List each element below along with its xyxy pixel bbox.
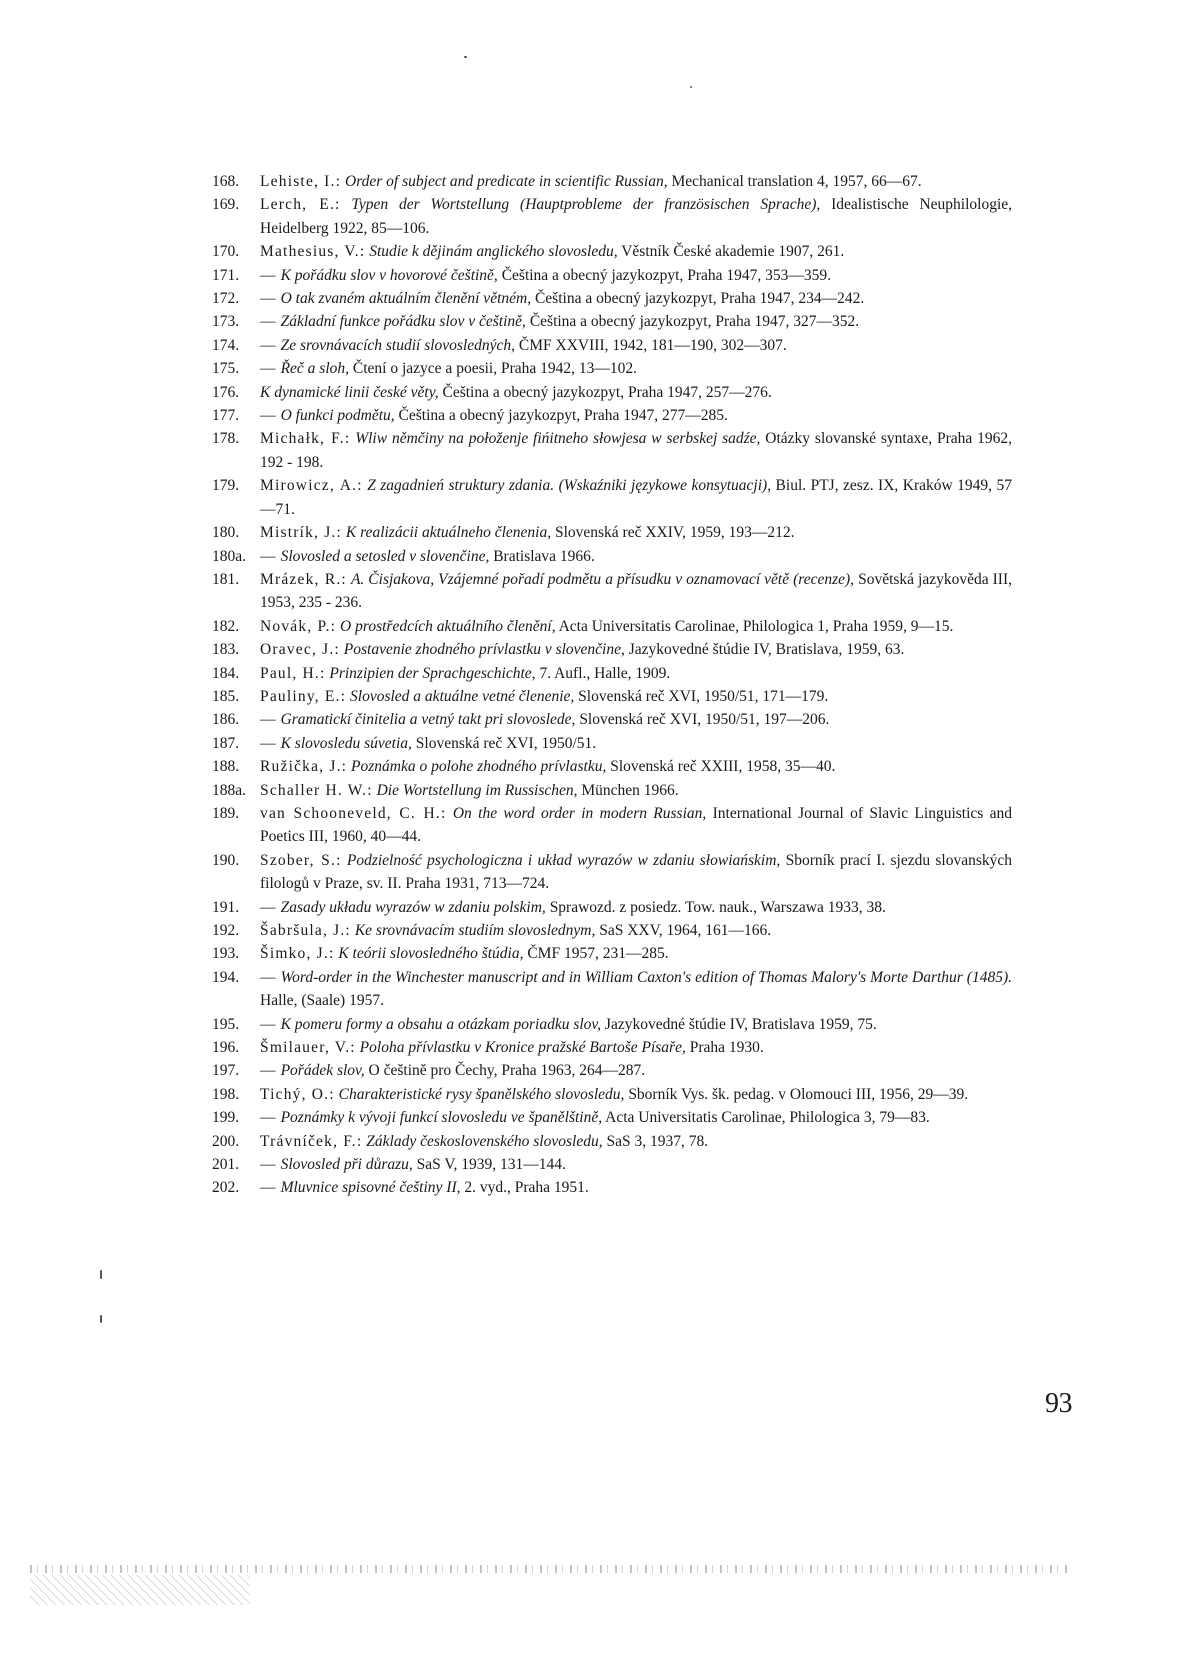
entry-author: — xyxy=(260,1109,277,1127)
entry-text xyxy=(260,896,1012,919)
entry-publication: Jazykovedné štúdie IV, Bratislava 1959, 75. xyxy=(604,1015,877,1033)
entry-number: 180a. xyxy=(212,547,247,565)
entry-text xyxy=(260,264,1012,287)
entry-number: 181. xyxy=(212,570,240,588)
entry-number: 201. xyxy=(212,1156,240,1174)
entry-text xyxy=(260,615,1012,638)
entry-title: Podzielność psychologiczna i układ wyrazów w zdaniu słowiańskim, xyxy=(346,851,781,869)
entry-publication: Praha 1930. xyxy=(689,1039,764,1057)
entry-title: Pořádek slov, xyxy=(280,1062,365,1080)
entry-publication: Čeština a obecný jazykozpyt, Praha 1947, 234—242. xyxy=(534,290,865,308)
bibliography-entry xyxy=(212,357,1012,380)
entry-text xyxy=(260,287,1012,310)
bibliography-entry xyxy=(212,1059,1012,1082)
entry-publication: München 1966. xyxy=(581,781,679,799)
entry-number: 173. xyxy=(212,313,240,331)
entry-publication: ČMF XXVIII, 1942, 181—190, 302—307. xyxy=(518,336,787,354)
entry-text xyxy=(260,1153,1012,1176)
entry-number: 179. xyxy=(212,477,240,495)
entry-author: — xyxy=(260,360,277,378)
entry-author: Lerch, E.: xyxy=(260,196,341,214)
entry-number: 195. xyxy=(212,1015,240,1033)
entry-publication: Otázky slovanské syntaxe, Praha 1962, 192 - 198. xyxy=(260,430,1013,471)
bibliography-entry xyxy=(212,334,1012,357)
entry-title: Ze srovnávacích studií slovosledných, xyxy=(280,336,516,354)
entry-author: — xyxy=(260,734,277,752)
entry-text xyxy=(260,755,1012,778)
entry-text xyxy=(260,427,1012,474)
entry-text xyxy=(260,802,1012,849)
entry-publication: Sborník prací I. sjezdu slovanských filologů v Praze, sv. II. Praha 1931, 713—724. xyxy=(260,851,1012,893)
bibliography-entry xyxy=(212,755,1012,778)
bibliography-entry xyxy=(212,732,1012,755)
entry-number: 202. xyxy=(212,1179,240,1197)
entry-title: O tak zvaném aktuálním členění větném, xyxy=(280,290,532,308)
entry-title: Wliw němčiny na połoženje fińitneho słowjesa w serbskej sadźe, xyxy=(355,430,761,448)
entry-text xyxy=(260,638,1012,661)
entry-text xyxy=(260,1013,1012,1036)
entry-author: — xyxy=(260,711,277,729)
entry-text xyxy=(260,1083,1012,1106)
entry-title: Základy československého slovosledu, xyxy=(366,1132,603,1150)
entry-publication: 2. vyd., Praha 1951. xyxy=(464,1179,589,1197)
entry-author: Trávníček, F.: xyxy=(260,1132,363,1150)
bibliography-list xyxy=(212,170,1012,1200)
entry-number: 175. xyxy=(212,360,240,378)
scan-speck xyxy=(690,86,692,88)
entry-title: Ke srovnávacím studiím slovoslednym, xyxy=(354,922,596,939)
entry-title: Slovosled a setosled v slovenčine, xyxy=(280,547,490,565)
entry-publication: Slovenská reč XVI, 1950/51, 171—179. xyxy=(578,687,829,705)
bibliography-entry xyxy=(212,615,1012,638)
entry-title: O prostředcích aktuálního členění, xyxy=(340,617,556,635)
entry-publication: SaS XXV, 1964, 161—166. xyxy=(599,922,772,939)
bibliography-entry xyxy=(212,779,1012,802)
entry-text xyxy=(260,1059,1012,1082)
entry-title: Postavenie zhodného prívlastku v slovenčine, xyxy=(343,641,625,659)
entry-publication: Slovenská reč XVI, 1950/51. xyxy=(415,734,597,752)
bibliography-entry xyxy=(212,662,1012,685)
entry-publication: Slovenská reč XXIV, 1959, 193—212. xyxy=(554,524,795,542)
entry-title: Mluvnice spisovné češtiny II, xyxy=(280,1179,461,1197)
entry-text xyxy=(260,381,1012,404)
entry-number: 196. xyxy=(212,1039,240,1057)
entry-author: — xyxy=(260,898,277,916)
bibliography-entry xyxy=(212,966,1012,1013)
entry-title: Slovosled a aktuálne vetné členenie, xyxy=(350,687,575,705)
entry-publication: Čeština a obecný jazykozpyt, Praha 1947, 327—352. xyxy=(529,313,860,331)
entry-author: — xyxy=(260,1156,277,1174)
entry-text xyxy=(260,170,1012,193)
entry-number: 178. xyxy=(212,430,240,448)
entry-number: 170. xyxy=(212,243,240,261)
entry-title: Prinzipien der Sprachgeschichte, xyxy=(329,664,536,682)
bibliography-entry xyxy=(212,170,1012,193)
entry-publication: Acta Universitatis Carolinae, Philologica 3, 79—83. xyxy=(605,1109,930,1127)
scan-noise xyxy=(30,1575,250,1605)
entry-text xyxy=(260,404,1012,427)
entry-author: Pauliny, E.: xyxy=(260,687,347,705)
entry-author: — xyxy=(260,407,277,425)
entry-title: A. Čisjakova, Vzájemné pořadí podmětu a přísudku v oznamovací větě (recenze), xyxy=(350,570,855,588)
entry-number: 198. xyxy=(212,1085,240,1103)
entry-number: 171. xyxy=(212,266,240,284)
entry-title: Z zagadnień struktury zdania. (Wskaźniki językowe konsytuacji), xyxy=(367,477,772,495)
entry-author: Šmilauer, V.: xyxy=(260,1039,356,1057)
entry-number: 193. xyxy=(212,945,240,963)
bibliography-entry xyxy=(212,1176,1012,1199)
entry-publication: Sovětská jazykověda III, 1953, 235 - 236. xyxy=(260,570,1012,612)
entry-publication: International Journal of Slavic Linguistics and Poetics III, 1960, 40—44. xyxy=(260,804,1013,846)
entry-publication: Slovenská reč XVI, 1950/51, 197—206. xyxy=(579,711,830,729)
entry-title: Poloha přívlastku v Kronice pražské Bartoše Písaře, xyxy=(359,1039,686,1057)
entry-text xyxy=(260,1176,1012,1199)
entry-title: Základní funkce pořádku slov v češtině, xyxy=(280,313,526,331)
bibliography-entry xyxy=(212,638,1012,661)
entry-text xyxy=(260,966,1012,1013)
entry-title: Zasady układu wyrazów w zdaniu polskim, xyxy=(280,898,546,916)
entry-number: 194. xyxy=(212,968,240,986)
entry-title: K dynamické linii české věty, xyxy=(260,383,439,401)
bibliography-entry xyxy=(212,1130,1012,1153)
entry-publication: Idealistische Neuphilologie, Heidelberg 1922, 85—106. xyxy=(260,196,1013,237)
entry-text xyxy=(260,334,1012,357)
bibliography-entry xyxy=(212,685,1012,708)
entry-text xyxy=(260,310,1012,333)
entry-publication: Sprawozd. z posiedz. Tow. nauk., Warszawa 1933, 38. xyxy=(549,898,886,916)
entry-title: O funkci podmětu, xyxy=(280,407,395,425)
entry-text xyxy=(260,1036,1012,1059)
entry-title: K pomeru formy a obsahu a otázkam poriadku slov, xyxy=(280,1015,602,1033)
entry-text xyxy=(260,1130,1012,1153)
entry-number: 184. xyxy=(212,664,240,682)
entry-author: — xyxy=(260,336,277,354)
entry-publication: ČMF 1957, 231—285. xyxy=(527,945,669,963)
bibliography-entry xyxy=(212,545,1012,568)
entry-author: Michałk, F.: xyxy=(260,430,351,448)
entry-publication: Jazykovedné štúdie IV, Bratislava, 1959, 63. xyxy=(628,641,905,659)
entry-text xyxy=(260,685,1012,708)
entry-text xyxy=(260,732,1012,755)
entry-author: — xyxy=(260,266,277,284)
entry-author: Mrázek, R.: xyxy=(260,570,347,588)
entry-text xyxy=(260,1106,1012,1129)
entry-number: 176. xyxy=(212,383,240,401)
entry-publication: Věstník České akademie 1907, 261. xyxy=(621,243,845,261)
entry-number: 189. xyxy=(212,804,240,822)
entry-title: Typen der Wortstellung (Hauptprobleme der französischen Sprache), xyxy=(351,196,821,214)
entry-title: K slovosledu súvetia, xyxy=(280,734,412,752)
entry-author: — xyxy=(260,1015,277,1033)
entry-author: — xyxy=(260,290,277,308)
entry-title: Word-order in the Winchester manuscript and in William Caxton's edition of Thomas Malory's Morte Darthur (1485). xyxy=(280,968,1012,986)
entry-author: — xyxy=(260,1179,277,1197)
bibliography-entry xyxy=(212,942,1012,965)
entry-text xyxy=(260,568,1012,615)
entry-number: 180. xyxy=(212,524,240,542)
entry-author: Mirowicz, A.: xyxy=(260,477,363,495)
entry-number: 177. xyxy=(212,407,240,425)
entry-number: 186. xyxy=(212,711,240,729)
bibliography-entry xyxy=(212,427,1012,474)
bibliography-entry xyxy=(212,521,1012,544)
entry-publication: Čtení o jazyce a poesii, Praha 1942, 13—102. xyxy=(352,360,638,378)
entry-text xyxy=(260,942,1012,965)
bibliography-entry xyxy=(212,310,1012,333)
entry-text xyxy=(260,662,1012,685)
bibliography-entry xyxy=(212,474,1012,521)
entry-number: 200. xyxy=(212,1132,240,1150)
bibliography-entry xyxy=(212,287,1012,310)
entry-number: 192. xyxy=(212,922,240,939)
bibliography-entry xyxy=(212,381,1012,404)
scan-speck xyxy=(100,1270,102,1279)
entry-title: Die Wortstellung im Russischen, xyxy=(376,781,578,799)
entry-text xyxy=(260,193,1012,240)
scan-noise xyxy=(30,1565,1070,1573)
entry-text xyxy=(260,779,1012,802)
bibliography-entry xyxy=(212,896,1012,919)
entry-author: Novák, P.: xyxy=(260,617,337,635)
entry-author: Tichý, O.: xyxy=(260,1085,335,1103)
entry-number: 188. xyxy=(212,758,240,776)
entry-publication: Mechanical translation 4, 1957, 66—67. xyxy=(671,173,922,190)
entry-author: — xyxy=(260,1062,277,1080)
entry-author: van Schooneveld, C. H.: xyxy=(260,804,447,822)
bibliography-entry xyxy=(212,1083,1012,1106)
entry-author: Paul, H.: xyxy=(260,664,326,682)
entry-number: 185. xyxy=(212,687,240,705)
bibliography-entry xyxy=(212,1153,1012,1176)
bibliography-entry xyxy=(212,919,1012,942)
entry-title: Charakteristické rysy španělského slovosledu, xyxy=(338,1085,625,1103)
entry-text xyxy=(260,919,1012,942)
bibliography-entry xyxy=(212,1036,1012,1059)
entry-number: 188a. xyxy=(212,781,247,799)
entry-author: Ružička, J.: xyxy=(260,758,348,776)
entry-title: On the word order in modern Russian, xyxy=(452,804,707,822)
entry-publication: Biul. PTJ, zesz. IX, Kraków 1949, 57—71. xyxy=(260,477,1012,518)
entry-text xyxy=(260,474,1012,521)
bibliography-entry xyxy=(212,568,1012,615)
entry-title: Slovosled při důrazu, xyxy=(280,1156,413,1174)
entry-number: 199. xyxy=(212,1109,240,1127)
entry-publication: Bratislava 1966. xyxy=(493,547,595,565)
entry-publication: O češtině pro Čechy, Praha 1963, 264—287. xyxy=(368,1062,646,1080)
entry-author: — xyxy=(260,313,277,331)
scan-speck xyxy=(100,1315,102,1323)
entry-publication: Čeština a obecný jazykozpyt, Praha 1947, 353—359. xyxy=(501,266,831,284)
entry-title: Poznámky k vývoji funkcí slovosledu ve španělštině, xyxy=(280,1109,603,1127)
entry-author: Schaller H. W.: xyxy=(260,781,373,799)
entry-number: 191. xyxy=(212,898,240,916)
entry-text xyxy=(260,849,1012,896)
page-number: 93 xyxy=(1045,1388,1072,1419)
entry-title: K pořádku slov v hovorové češtině, xyxy=(280,266,498,284)
entry-publication: Slovenská reč XXIII, 1958, 35—40. xyxy=(610,758,836,776)
entry-publication: SaS 3, 1937, 78. xyxy=(606,1132,709,1150)
bibliography-entry xyxy=(212,404,1012,427)
entry-author: Oravec, J.: xyxy=(260,641,340,659)
entry-title: Poznámka o polohe zhodného prívlastku, xyxy=(351,758,607,776)
entry-number: 190. xyxy=(212,851,240,869)
entry-title: Řeč a sloh, xyxy=(280,360,350,378)
entry-author: Šabršula, J.: xyxy=(260,922,351,939)
entry-title: K realizácii aktuálneho členenia, xyxy=(345,524,552,542)
bibliography-entry xyxy=(212,708,1012,731)
entry-number: 183. xyxy=(212,641,240,659)
entry-publication: Sborník Vys. šk. pedag. v Olomouci III, 1956, 29—39. xyxy=(628,1085,969,1103)
entry-number: 174. xyxy=(212,336,240,354)
entry-text xyxy=(260,545,1012,568)
entry-publication: Čeština a obecný jazykozpyt, Praha 1947, 277—285. xyxy=(398,407,728,425)
entry-title: K teórii slovosledného štúdia, xyxy=(338,945,524,963)
entry-text xyxy=(260,521,1012,544)
entry-publication: Acta Universitatis Carolinae, Philologica 1, Praha 1959, 9—15. xyxy=(558,617,954,635)
entry-author: — xyxy=(260,547,277,565)
entry-publication: Čeština a obecný jazykozpyt, Praha 1947, 257—276. xyxy=(442,383,772,401)
entry-title: Gramatickí činitelia a vetný takt pri slovoslede, xyxy=(280,711,576,729)
entry-number: 197. xyxy=(212,1062,240,1080)
entry-author: Šimko, J.: xyxy=(260,945,335,963)
entry-number: 182. xyxy=(212,617,240,635)
entry-number: 187. xyxy=(212,734,240,752)
bibliography-entry xyxy=(212,802,1012,849)
entry-text xyxy=(260,708,1012,731)
bibliography-entry xyxy=(212,1013,1012,1036)
entry-publication: 7. Aufl., Halle, 1909. xyxy=(539,664,671,682)
entry-text xyxy=(260,357,1012,380)
entry-author: Lehiste, I.: xyxy=(260,173,342,190)
entry-number: 169. xyxy=(212,196,240,214)
bibliography-entry xyxy=(212,240,1012,263)
entry-author: Szober, S.: xyxy=(260,851,342,869)
entry-publication: SaS V, 1939, 131—144. xyxy=(416,1156,566,1174)
entry-author: Mistrík, J.: xyxy=(260,524,343,542)
entry-title: Studie k dějinám anglického slovosledu, xyxy=(369,243,618,261)
bibliography-entry xyxy=(212,264,1012,287)
bibliography-entry xyxy=(212,849,1012,896)
entry-number: 168. xyxy=(212,173,240,190)
scan-speck xyxy=(464,56,467,58)
entry-author: Mathesius, V.: xyxy=(260,243,366,261)
entry-author: — xyxy=(260,968,277,986)
entry-title: Order of subject and predicate in scientific Russian, xyxy=(345,173,668,190)
bibliography-entry xyxy=(212,1106,1012,1129)
entry-text xyxy=(260,240,1012,263)
entry-publication: Halle, (Saale) 1957. xyxy=(260,992,384,1010)
bibliography-entry xyxy=(212,193,1012,240)
entry-number: 172. xyxy=(212,290,240,308)
